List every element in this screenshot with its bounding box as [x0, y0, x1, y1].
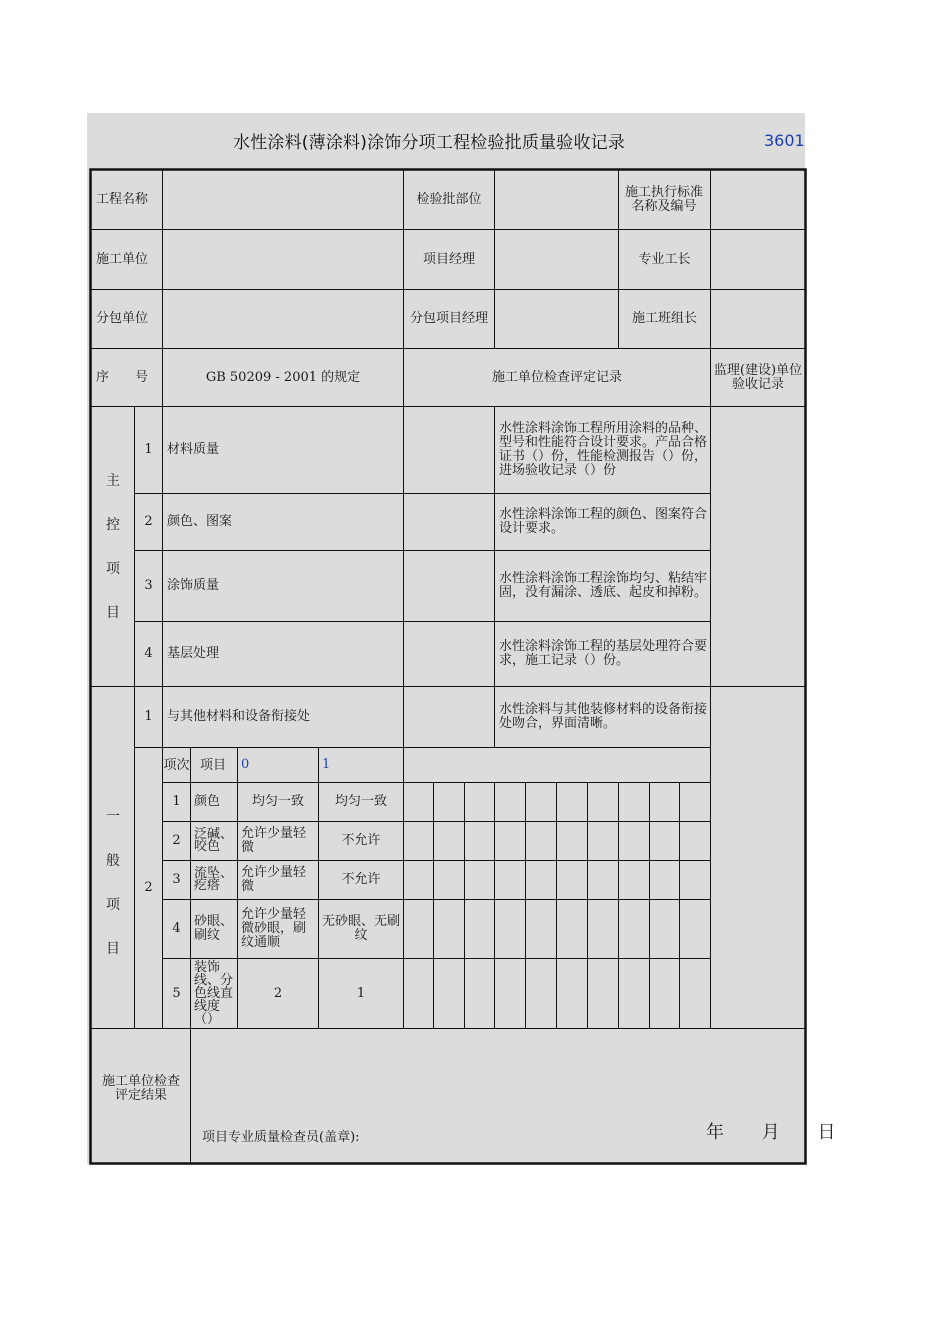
main-label-char: 项 — [106, 560, 120, 577]
footer-inspector: 项目专业质量检查员(盖章): — [202, 1130, 360, 1145]
general-label-char: 一 — [106, 808, 120, 825]
field-batch-part[interactable] — [495, 170, 618, 229]
header-supervision: 监理(建设)单位验收记录 — [713, 362, 803, 392]
main-item-blank[interactable] — [404, 407, 494, 493]
label-batch-part: 检验批部位 — [416, 191, 482, 207]
field-project-manager[interactable] — [495, 230, 618, 289]
main-item-note: 水性涂料涂饰工程所用涂料的品种、型号和性能符合设计要求。产品合格证书（）份，性能检测报告（）份，进场验收记录（）份 — [499, 421, 708, 478]
main-item-note: 水性涂料涂饰工程涂饰均匀、粘结牢固，没有漏涂、透底、起皮和掉粉。 — [499, 571, 708, 600]
general-item-blank[interactable] — [404, 687, 494, 747]
label-construction-unit: 施工单位 — [96, 251, 149, 267]
general-label-char: 目 — [106, 940, 120, 957]
main-item-note: 水性涂料涂饰工程的基层处理符合要求，施工记录（）份。 — [499, 639, 708, 668]
sub-row-v1: 不允许 — [341, 833, 381, 848]
general-item-note: 水性涂料与其他装修材料的设备衔接处吻合，界面清晰。 — [499, 702, 708, 731]
sub-header-v0: 0 — [241, 757, 250, 772]
main-item-no: 3 — [144, 578, 153, 593]
sub-row-v1: 均匀一致 — [334, 794, 387, 809]
general-item2-no: 2 — [144, 880, 153, 895]
field-construction-unit[interactable] — [163, 230, 403, 289]
sub-header-item: 项目 — [199, 757, 226, 773]
supervision-main-field[interactable] — [711, 407, 804, 686]
sub-row-v0: 允许少量轻微砂眼，刷纹通顺 — [241, 907, 307, 950]
sub-row-no: 1 — [172, 794, 181, 809]
sub-row-name: 颜色 — [194, 794, 221, 809]
header-spec: GB 50209 - 2001 的规定 — [205, 369, 361, 385]
label-foreman: 专业工长 — [638, 251, 691, 267]
field-foreman[interactable] — [711, 230, 804, 289]
main-item-name: 涂饰质量 — [167, 578, 220, 593]
label-sub-manager: 分包项目经理 — [409, 311, 488, 326]
main-item-no: 4 — [144, 646, 153, 661]
sub-row-v0: 允许少量轻微 — [241, 865, 307, 894]
sub-row-v0: 2 — [273, 985, 283, 1001]
field-standard[interactable] — [711, 170, 804, 229]
sub-row-no: 2 — [172, 833, 181, 848]
sub-header-seq: 项次 — [163, 757, 190, 773]
field-sub-manager[interactable] — [495, 290, 618, 348]
main-label-char: 主 — [106, 472, 120, 489]
general-item-no: 1 — [144, 709, 153, 724]
main-item-blank[interactable] — [404, 622, 494, 686]
footer-result-label: 施工单位检查评定结果 — [101, 1074, 180, 1103]
main-item-blank[interactable] — [404, 494, 494, 550]
sub-row-no: 5 — [172, 985, 181, 1001]
form-code: 3601 — [764, 131, 805, 150]
supervision-general-field[interactable] — [711, 687, 804, 1028]
sub-row-v1: 1 — [356, 985, 366, 1001]
sub-row-v1: 不允许 — [341, 872, 381, 887]
footer-date: 年 月 日 — [706, 1122, 852, 1143]
main-item-name: 颜色、图案 — [167, 514, 233, 529]
general-items-label — [92, 687, 134, 1028]
label-standard: 施工执行标准名称及编号 — [624, 184, 703, 214]
sub-row-v0: 均匀一致 — [251, 794, 304, 809]
field-project-name[interactable] — [163, 170, 403, 229]
main-item-name: 材料质量 — [167, 442, 220, 457]
main-items-label — [92, 407, 134, 686]
main-item-blank[interactable] — [404, 551, 494, 621]
sub-row-no: 3 — [172, 872, 181, 887]
sub-row-name: 砂眼、刷纹 — [194, 914, 234, 943]
label-project-manager: 项目经理 — [422, 251, 475, 267]
sub-row-name: 装饰线、分色线直线度（） — [194, 960, 234, 1027]
sub-row-no: 4 — [172, 921, 181, 936]
sub-row-v1: 无砂眼、无刷纹 — [321, 914, 400, 943]
main-label-char: 目 — [106, 604, 120, 621]
page-title: 水性涂料(薄涂料)涂饰分项工程检验批质量验收记录 — [233, 133, 626, 153]
field-sub-unit[interactable] — [163, 290, 403, 348]
general-label-char: 般 — [106, 852, 120, 869]
main-item-note: 水性涂料涂饰工程的颜色、图案符合设计要求。 — [499, 507, 708, 536]
label-team-leader: 施工班组长 — [631, 311, 697, 326]
sub-row-name: 流坠、疙瘩 — [194, 866, 234, 893]
label-project-name: 工程名称 — [96, 191, 149, 207]
header-seq: 序 号 — [96, 369, 149, 385]
header-record: 施工单位检查评定记录 — [491, 369, 622, 385]
sub-row-name: 泛碱、咬色 — [194, 827, 234, 854]
main-item-no: 2 — [144, 514, 153, 529]
label-sub-unit: 分包单位 — [96, 311, 149, 326]
sub-row-v0: 允许少量轻微 — [241, 826, 307, 855]
field-team-leader[interactable] — [711, 290, 804, 348]
main-item-no: 1 — [144, 442, 153, 457]
general-label-char: 项 — [106, 896, 120, 913]
main-label-char: 控 — [106, 516, 120, 533]
general-item-name: 与其他材料和设备衔接处 — [167, 709, 311, 724]
sub-header-v1: 1 — [322, 757, 331, 772]
main-item-name: 基层处理 — [167, 646, 220, 661]
